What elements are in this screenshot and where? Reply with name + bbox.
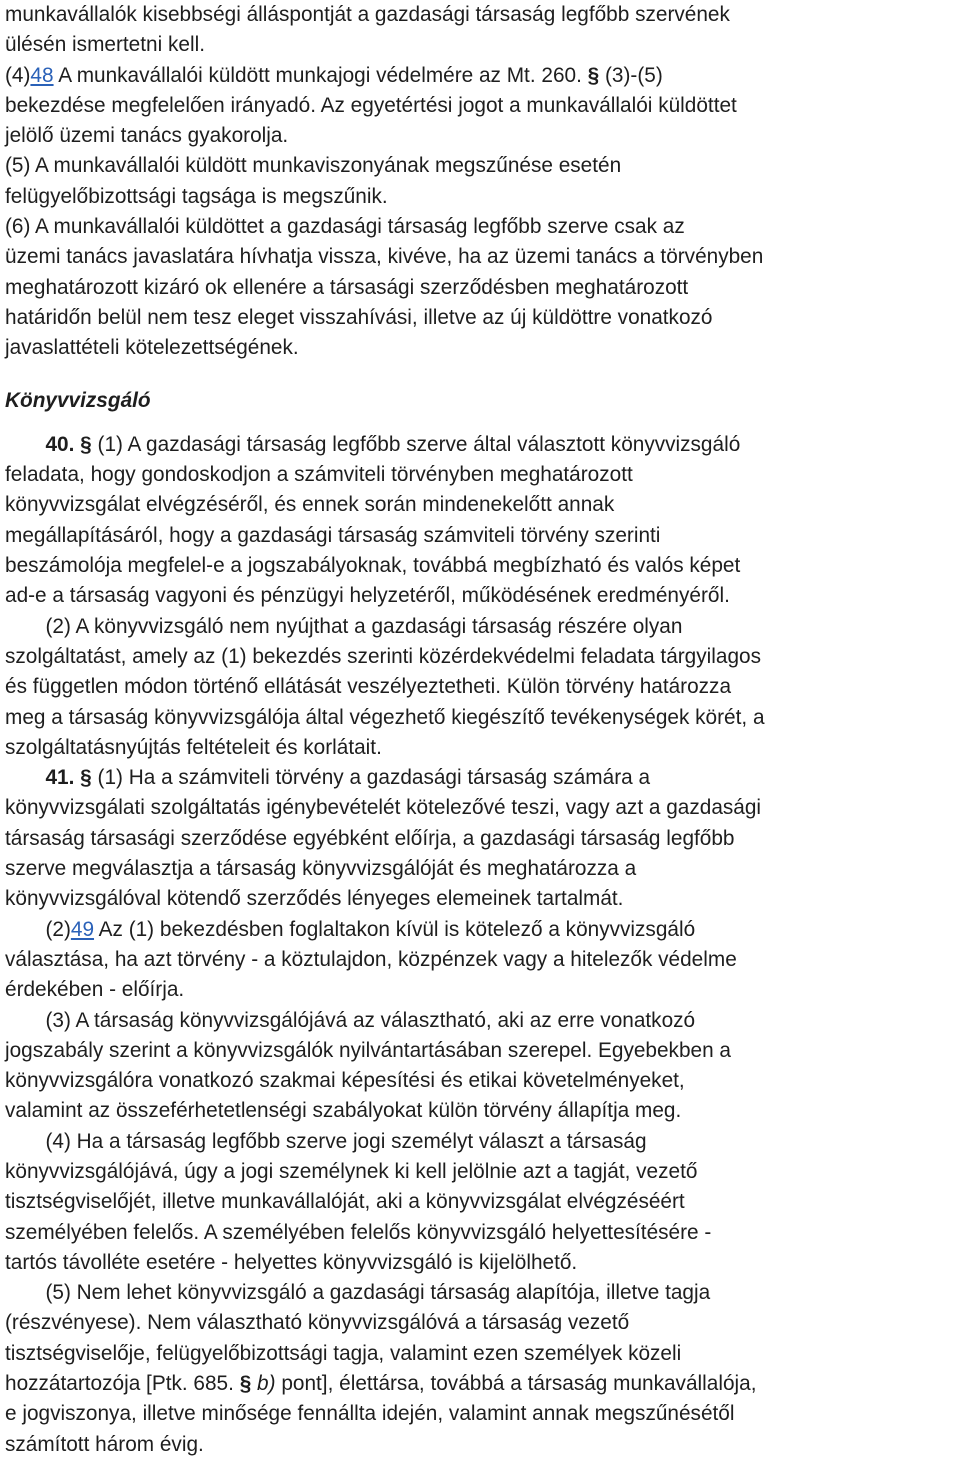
text-line: e jogviszonya, illetve minősége fennállta idején, valamint annak megszűnésétől bbox=[5, 1402, 735, 1426]
text-line: jogszabály szerint a könyvvizsgálók nyilvántartásában szerepel. Egyebekben a bbox=[5, 1038, 731, 1062]
footnote-link-48[interactable]: 48 bbox=[30, 63, 54, 87]
text-line: (4) Ha a társaság legfőbb szerve jogi személyt választ a társaság bbox=[45, 1129, 647, 1153]
text-line: tisztségviselőjét, illetve munkavállalóját, aki a könyvvizsgálat elvégzéséért bbox=[5, 1190, 685, 1214]
text-line: szerve megválasztja a társaság könyvvizsgálóját és meghatározza a bbox=[5, 857, 637, 881]
spacer bbox=[5, 364, 960, 386]
text-line: javaslattételi kötelezettségének. bbox=[5, 336, 299, 360]
section-sign: § bbox=[587, 63, 600, 87]
text-line: érdekében - előírja. bbox=[5, 978, 185, 1002]
text-line: tisztségviselője, felügyelőbizottsági tagja, valamint ezen személyek közeli bbox=[5, 1341, 682, 1365]
text-line: (5) Nem lehet könyvvizsgáló a gazdasági társaság alapítója, illetve tagja bbox=[45, 1281, 711, 1305]
text-line: szolgáltatásnyújtás feltételeit és korlátait. bbox=[5, 735, 382, 759]
text-line: személyében felelős. A személyében felelős könyvvizsgáló helyettesítésére - bbox=[5, 1220, 712, 1244]
spacer bbox=[5, 416, 960, 430]
text-line: feladata, hogy gondoskodjon a számviteli törvényben meghatározott bbox=[5, 463, 633, 487]
footnote-link-49[interactable]: 49 bbox=[70, 917, 95, 941]
section-sign: § bbox=[239, 1372, 252, 1396]
text-line: valamint az összeférhetetlenségi szabályokat külön törvény állapítja meg. bbox=[5, 1099, 682, 1123]
text-line: meg a társaság könyvvizsgálója által végezhető kiegészítő tevékenységek körét, a bbox=[5, 705, 765, 729]
text-line: ülésén ismertetni kell. bbox=[5, 33, 205, 57]
text-line: könyvvizsgálóval kötendő szerződés lényeges elemeinek tartalmát. bbox=[5, 887, 624, 911]
section-40-line: 40. § (1) A gazdasági társaság legfőbb szerve által választott könyvvizsgáló bbox=[45, 432, 741, 456]
text-line: (2) A könyvvizsgáló nem nyújthat a gazdasági társaság részére olyan bbox=[45, 614, 683, 638]
text-line: szolgáltatást, amely az (1) bekezdés szerinti közérdekvédelmi feladata tárgyilagos bbox=[5, 644, 761, 668]
section-number: 40. bbox=[45, 432, 75, 456]
text-line: számított három évig. bbox=[5, 1432, 204, 1456]
document-page bbox=[5, 0, 960, 1460]
text-line: ad-e a társaság vagyoni és pénzügyi helyzetéről, működésének eredményéről. bbox=[5, 584, 730, 608]
text-line: megállapításáról, hogy a gazdasági társaság számviteli törvény szerinti bbox=[5, 523, 661, 547]
text-line: társaság társasági szerződése egyébként előírja, a gazdasági társaság legfőbb bbox=[5, 826, 735, 850]
text-line: választása, ha azt törvény - a köztulajdon, közpénzek vagy a hitelezők védelme bbox=[5, 947, 737, 971]
text-line: felügyelőbizottsági tagsága is megszűnik. bbox=[5, 184, 388, 208]
text-line: munkavállalók kisebbségi álláspontját a gazdasági társaság legfőbb szervének bbox=[5, 3, 730, 26]
text-line: (3) A társaság könyvvizsgálójává az választható, aki az erre vonatkozó bbox=[45, 1008, 696, 1032]
text-line: hozzátartozója [Ptk. 685. § b) pont], élettársa, továbbá a társaság munkavállalója, bbox=[5, 1372, 757, 1396]
text-line: könyvvizsgálójává, úgy a jogi személynek ki kell jelölnie azt a tagját, vezető bbox=[5, 1159, 698, 1183]
text-line: (részvényese). Nem választható könyvvizsgálóvá a társaság vezető bbox=[5, 1311, 630, 1335]
section-sign: § bbox=[80, 432, 92, 456]
text-line: határidőn belül nem tesz eleget visszahívási, illetve az új küldöttre vonatkozó bbox=[5, 305, 713, 329]
section-41-line: 41. § (1) Ha a számviteli törvény a gazdasági társaság számára a bbox=[45, 766, 651, 790]
italic-point: b) bbox=[251, 1372, 276, 1396]
text-line: jelölő üzemi tanács gyakorolja. bbox=[5, 124, 289, 148]
section-heading: Könyvvizsgáló bbox=[5, 388, 151, 412]
paragraph-2-line: (2)49 Az (1) bekezdésben foglaltakon kívül is kötelező a könyvvizsgáló bbox=[45, 917, 696, 941]
section-number: 41. bbox=[45, 766, 75, 790]
text-line: beszámolója megfelel-e a jogszabályoknak, továbbá megbízható és valós képet bbox=[5, 554, 741, 578]
text-line: könyvvizsgálat elvégzéséről, és ennek során mindenekelőtt annak bbox=[5, 493, 615, 517]
text-line: és független módon történő ellátását veszélyeztetheti. Külön törvény határozza bbox=[5, 675, 732, 699]
paragraph-4-line: (4)48 A munkavállalói küldött munkajogi védelmére az Mt. 260. § (3)-(5) bbox=[5, 63, 663, 87]
text-line: (5) A munkavállalói küldött munkaviszonyának megszűnése esetén bbox=[5, 154, 622, 178]
text-line: könyvvizsgálóra vonatkozó szakmai képesítési és etikai követelményeket, bbox=[5, 1069, 685, 1093]
text-line: (6) A munkavállalói küldöttet a gazdasági társaság legfőbb szerve csak az bbox=[5, 215, 685, 239]
text-line: könyvvizsgálati szolgáltatás igénybevételét kötelezővé teszi, vagy azt a gazdasági bbox=[5, 796, 762, 820]
text-line: tartós távolléte esetére - helyettes könyvvizsgáló is kijelölhető. bbox=[5, 1250, 578, 1274]
text-line: üzemi tanács javaslatára hívhatja vissza, kivéve, ha az üzemi tanács a törvényben bbox=[5, 245, 764, 269]
text-line: meghatározott kizáró ok ellenére a társasági szerződésben meghatározott bbox=[5, 275, 689, 299]
text-line: bekezdése megfelelően irányadó. Az egyetértési jogot a munkavállalói küldöttet bbox=[5, 93, 737, 117]
section-sign: § bbox=[80, 766, 92, 790]
